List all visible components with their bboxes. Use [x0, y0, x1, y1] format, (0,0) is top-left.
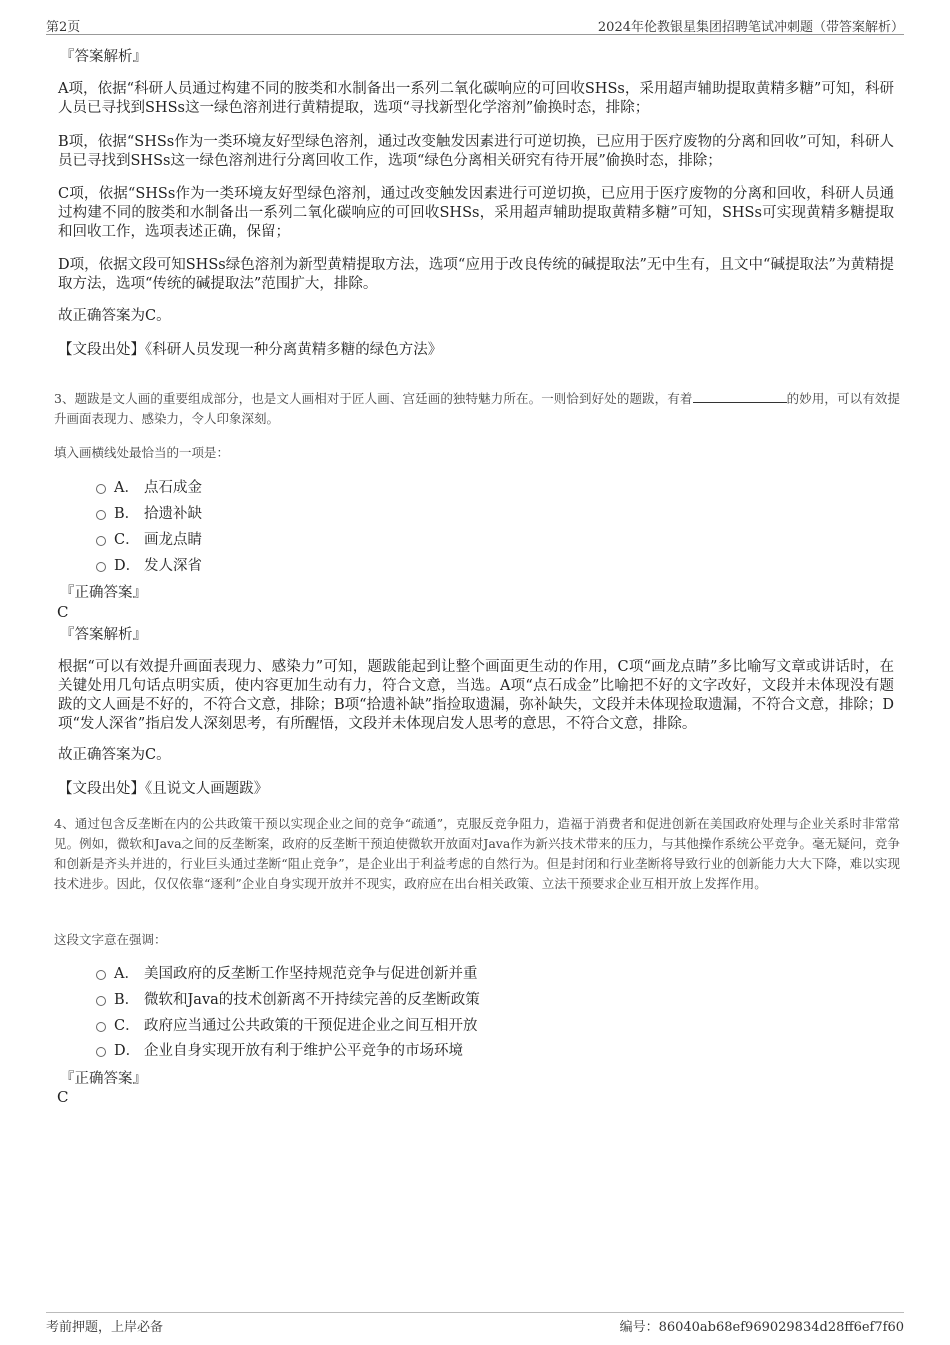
option-letter: B．	[114, 506, 140, 522]
option-letter: D．	[114, 1043, 141, 1059]
q3-prompt: 填入画横线处最恰当的一项是：	[54, 445, 230, 460]
radio-icon[interactable]	[96, 484, 106, 494]
option-text: 企业自身实现开放有利于维护公平竞争的市场环境	[144, 1043, 463, 1059]
option-text: 美国政府的反垄断工作坚持规范竞争与促进创新并重	[144, 966, 478, 982]
q4-answer: C	[57, 1088, 69, 1106]
footer-slogan: 考前押题，上岸必备	[46, 1320, 164, 1335]
option-text: 微软和Java的技术创新离不开持续完善的反垄断政策	[144, 992, 480, 1008]
q3-analysis-label: 『答案解析』	[60, 627, 147, 643]
q2-analysis-a: A项，依据“科研人员通过构建不同的胺类和水制备出一系列二氧化碳响应的可回收SHSs，采用超声辅助提取黄精多糖”可知，科研人员已寻找到SHSs这一绿色溶剂进行黄精提取，选项“寻找新型化学溶剂”偷换时态，排除；	[58, 81, 894, 116]
option-letter: C．	[114, 1018, 140, 1034]
option-text: 拾遗补缺	[144, 506, 202, 522]
option-text: 画龙点睛	[144, 532, 202, 548]
radio-icon[interactable]	[96, 996, 106, 1006]
page-header	[46, 14, 904, 35]
radio-icon[interactable]	[96, 1022, 106, 1032]
q3-answer-label: 『正确答案』	[60, 585, 147, 601]
radio-icon[interactable]	[96, 970, 106, 980]
q4-option-c[interactable]	[96, 1016, 478, 1036]
q2-analysis-d: D项，依据文段可知SHSs绿色溶剂为新型黄精提取方法，选项“应用于改良传统的碱提取法”无中生有，且文中“碱提取法”为黄精提取方法，选项“传统的碱提取法”范围扩大，排除。	[58, 257, 894, 292]
option-letter: B．	[114, 992, 140, 1008]
q3-stem-after: 的妙用，可以有效提升画面表现力、感染力，令人印象深刻。	[54, 391, 900, 426]
q4-option-d[interactable]	[96, 1041, 463, 1061]
q3-stem	[54, 389, 900, 429]
q3-option-a[interactable]	[96, 478, 202, 498]
option-text: 发人深省	[144, 558, 202, 574]
q4-option-b[interactable]	[96, 990, 480, 1010]
radio-icon[interactable]	[96, 510, 106, 520]
q3-option-c[interactable]	[96, 530, 202, 550]
q3-answer: C	[57, 603, 69, 621]
option-letter: C．	[114, 532, 140, 548]
q3-blank	[693, 390, 787, 403]
q4-stem: 4、通过包含反垄断在内的公共政策干预以实现企业之间的竞争“疏通”，克服反竞争阻力，造福于消费者和促进创新在美国政府处理与企业关系时非常常见。例如，微软和Java之间的反垄断案，政府的反垄断干预迫使微软开放面对Java作为新兴技术带来的压力，与其他操作系统公平竞争。毫无疑问，竞争和创新是齐头并进的，行业巨头通过垄断“阻止竞争”，是企业出于利益考虑的自然行为。但是封闭和行业垄断将导致行业的创新能力大大下降，难以实现技术进步。因此，仅仅依靠“逐利”企业自身实现开放并不现实，政府应在出台相关政策、立法干预要求企业互相开放上发挥作用。	[54, 816, 900, 891]
q3-source: 【文段出处】《且说文人画题跋》	[58, 781, 269, 797]
q2-analysis-b: B项，依据“SHSs作为一类环境友好型绿色溶剂，通过改变触发因素进行可逆切换，已应用于医疗废物的分离和回收”可知，科研人员已寻找到SHSs这一绿色溶剂进行分离回收工作，选项“绿色分离相关研究有待开展”偷换时态，排除；	[58, 134, 894, 169]
footer-id: 编号：86040ab68ef969029834d28ff6ef7f60	[619, 1320, 904, 1335]
q3-conclusion: 故正确答案为C。	[58, 747, 171, 763]
page-number: 第2页	[46, 20, 81, 35]
q2-conclusion: 故正确答案为C。	[58, 308, 171, 324]
q4-answer-label: 『正确答案』	[60, 1071, 147, 1087]
radio-icon[interactable]	[96, 1047, 106, 1057]
option-letter: A．	[114, 480, 139, 496]
q4-prompt: 这段文字意在强调：	[54, 932, 167, 947]
q3-analysis: 根据“可以有效提升画面表现力、感染力”可知，题跋能起到让整个画面更生动的作用，C项“画龙点睛”多比喻写文章或讲话时，在关键处用几句话点明实质，使内容更加生动有力，符合文意，当选。A项“点石成金”比喻把不好的文字改好，文段并未体现没有题跋的文人画是不好的，不符合文意，排除；B项“拾遗补缺”指捡取遗漏，弥补缺失，文段并未体现捡取遗漏，不符合文意，排除；D项“发人深省”指启发人深刻思考，有所醒悟，文段并未体现启发人思考的意思，不符合文意，排除。	[58, 659, 894, 732]
q2-analysis-label: 『答案解析』	[60, 49, 147, 65]
radio-icon[interactable]	[96, 562, 106, 572]
option-letter: D．	[114, 558, 141, 574]
page-footer	[46, 1312, 904, 1335]
q4-option-a[interactable]	[96, 964, 478, 984]
q2-analysis-c: C项，依据“SHSs作为一类环境友好型绿色溶剂，通过改变触发因素进行可逆切换，已应用于医疗废物的分离和回收，科研人员通过构建不同的胺类和水制备出一系列二氧化碳响应的可回收SHSs，采用超声辅助提取黄精多糖”可知，SHSs可实现黄精多糖提取和回收工作，选项表述正确，保留；	[58, 186, 894, 240]
document-title: 2024年伦教银星集团招聘笔试冲刺题（带答案解析）	[597, 20, 904, 35]
option-text: 点石成金	[144, 480, 202, 496]
option-letter: A．	[114, 966, 139, 982]
q2-source: 【文段出处】《科研人员发现一种分离黄精多糖的绿色方法》	[58, 342, 443, 358]
radio-icon[interactable]	[96, 536, 106, 546]
q3-option-b[interactable]	[96, 504, 202, 524]
option-text: 政府应当通过公共政策的干预促进企业之间互相开放	[144, 1018, 478, 1034]
q3-stem-before: 3、题跋是文人画的重要组成部分，也是文人画相对于匠人画、宫廷画的独特魅力所在。一则恰到好处的题跋，有着	[54, 391, 693, 406]
q3-option-d[interactable]	[96, 556, 202, 576]
